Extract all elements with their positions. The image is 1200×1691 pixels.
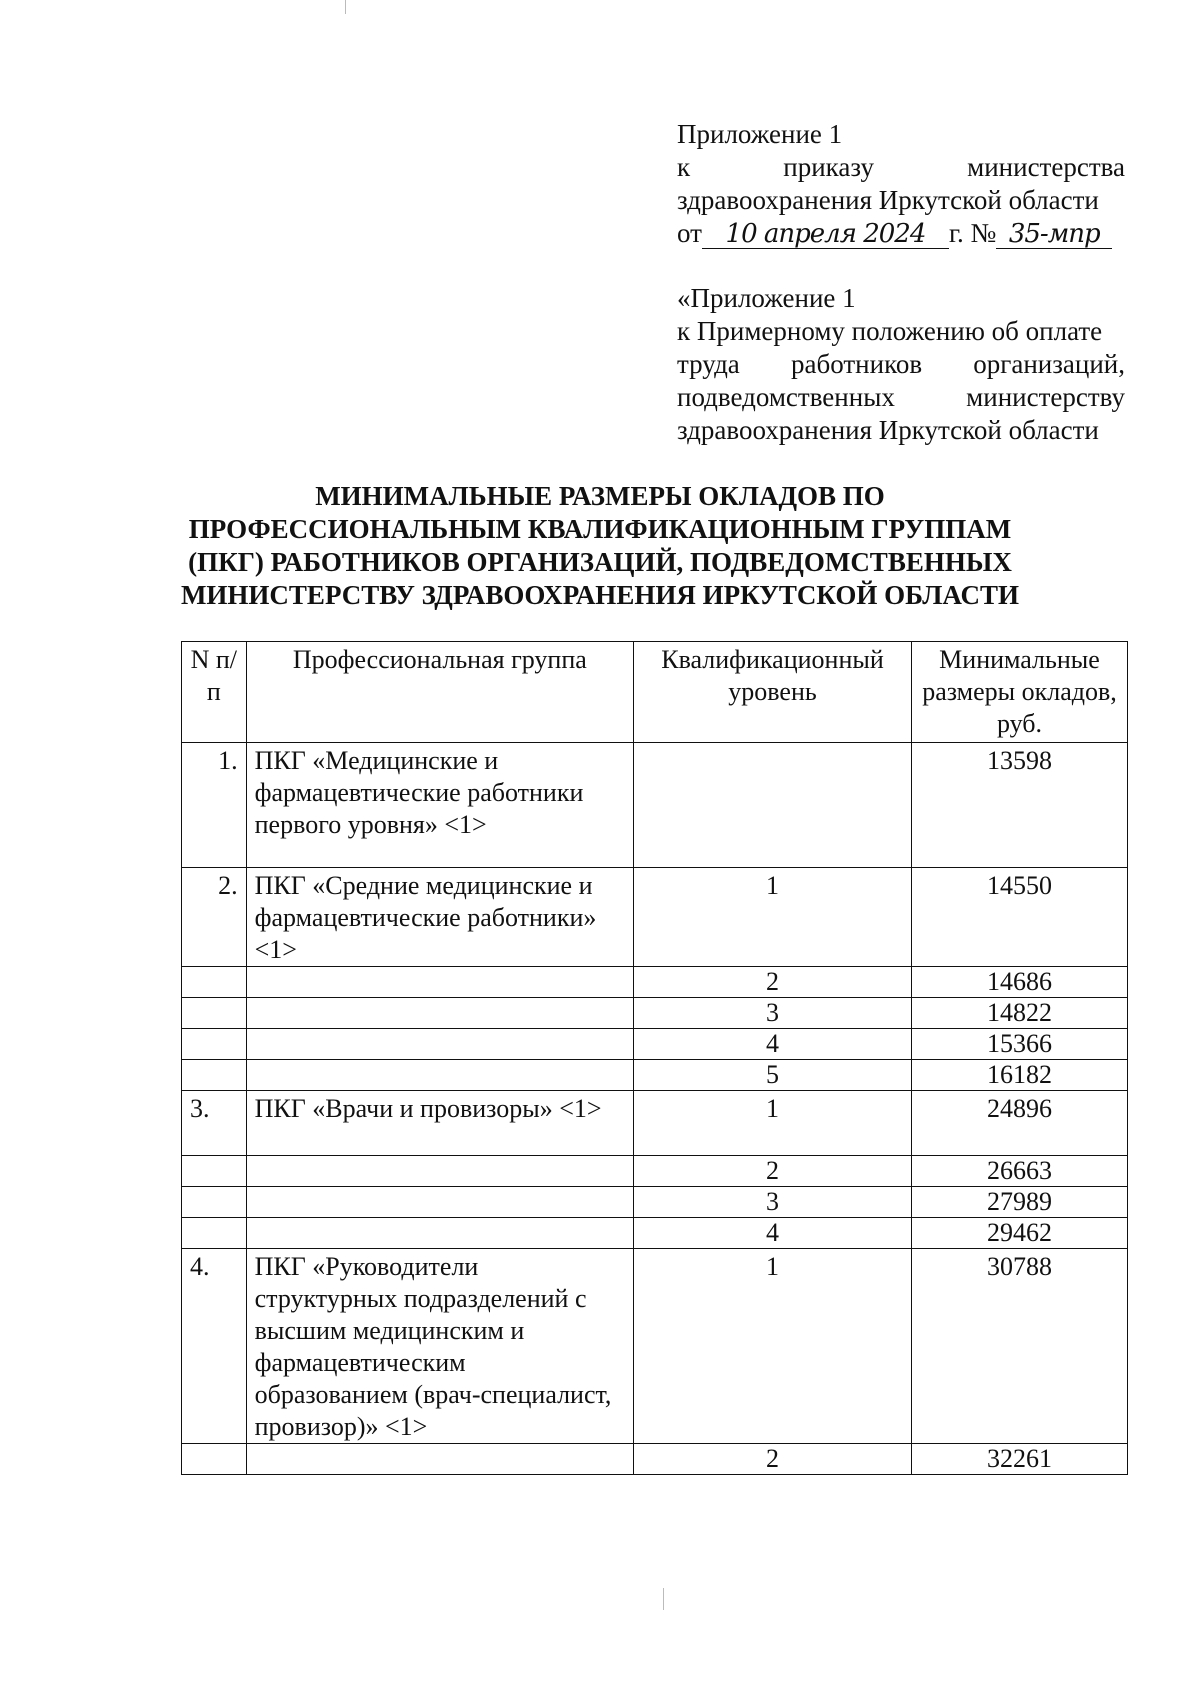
handwritten-date: 10 апреля 2024: [725, 219, 926, 249]
row-salary: 15366: [911, 1029, 1127, 1060]
annex-header: [677, 118, 1125, 250]
row-salary: 27989: [911, 1187, 1127, 1218]
row-salary: 24896: [911, 1091, 1127, 1156]
table-row: [182, 998, 1128, 1029]
header-group: Профессиональная группа: [246, 642, 633, 743]
row-level: 1: [634, 1249, 912, 1444]
table-row: [182, 1156, 1128, 1187]
row-level: 1: [634, 868, 912, 967]
sub-annex-line-2: труда работников организаций,: [677, 349, 1125, 379]
row-level: 4: [634, 1218, 912, 1249]
row-num: [182, 1156, 247, 1187]
row-group: ПКГ «Средние медицинские и фармацевтические работники» <1>: [246, 868, 633, 967]
row-group: [246, 1156, 633, 1187]
row-group: ПКГ «Руководители структурных подразделений с высшим медицинским и фармацевтическим образованием (врач-специалист, провизор)» <1>: [246, 1249, 633, 1444]
row-num: [182, 1029, 247, 1060]
date-signature-field: [702, 218, 949, 249]
table-row: [182, 1060, 1128, 1091]
number-signature-field: [996, 218, 1112, 249]
handwritten-number: 35-мпр: [1008, 219, 1100, 249]
annex-title: Приложение 1: [677, 119, 843, 149]
annex-word-2: приказу: [783, 152, 874, 182]
header-num: N п/п: [182, 642, 247, 743]
table-header-row: [182, 642, 1128, 743]
row-salary: 14822: [911, 998, 1127, 1029]
row-num: [182, 1218, 247, 1249]
row-level: 2: [634, 1444, 912, 1475]
table-row: [182, 967, 1128, 998]
sub-annex-header: [677, 282, 1125, 447]
annex-date-prefix: от: [677, 218, 702, 248]
scan-mark-bottom: [663, 1588, 664, 1610]
row-salary: 29462: [911, 1218, 1127, 1249]
row-group: [246, 1060, 633, 1091]
row-num: [182, 967, 247, 998]
row-level: 1: [634, 1091, 912, 1156]
table-row: [182, 1249, 1128, 1444]
table-row: [182, 743, 1128, 868]
table-row: [182, 1091, 1128, 1156]
row-group: [246, 1029, 633, 1060]
row-level: 4: [634, 1029, 912, 1060]
title-line-1: МИНИМАЛЬНЫЕ РАЗМЕРЫ ОКЛАДОВ ПО: [315, 481, 885, 511]
sub-annex-line-3: подведомственных министерству: [677, 382, 1125, 412]
row-level: 5: [634, 1060, 912, 1091]
table-row: [182, 1218, 1128, 1249]
annex-date-line: [677, 217, 1125, 250]
document-title: [120, 480, 1080, 612]
sub-annex-line-4: здравоохранения Иркутской области: [677, 415, 1099, 445]
row-num: 2.: [182, 868, 247, 967]
table-row: [182, 868, 1128, 967]
row-group: [246, 998, 633, 1029]
row-num: 3.: [182, 1091, 247, 1156]
row-salary: 14550: [911, 868, 1127, 967]
row-level: 3: [634, 1187, 912, 1218]
annex-line-2: здравоохранения Иркутской области: [677, 185, 1099, 215]
row-num: [182, 1444, 247, 1475]
row-level: [634, 743, 912, 868]
row-salary: 30788: [911, 1249, 1127, 1444]
sub-annex-title: «Приложение 1: [677, 283, 856, 313]
annex-line-1: [677, 151, 1125, 184]
annex-word-1: к: [677, 152, 691, 182]
row-num: 4.: [182, 1249, 247, 1444]
scan-mark-top: [345, 0, 346, 14]
title-line-3: (ПКГ) РАБОТНИКОВ ОРГАНИЗАЦИЙ, ПОДВЕДОМСТВЕННЫХ: [188, 547, 1012, 577]
row-num: [182, 1060, 247, 1091]
title-line-4: МИНИСТЕРСТВУ ЗДРАВООХРАНЕНИЯ ИРКУТСКОЙ ОБЛАСТИ: [180, 580, 1020, 610]
row-num: [182, 998, 247, 1029]
table-row: [182, 1444, 1128, 1475]
row-group: [246, 1444, 633, 1475]
sub-annex-line-1: к Примерному положению об оплате: [677, 316, 1103, 346]
row-num: 1.: [182, 743, 247, 868]
row-level: 2: [634, 967, 912, 998]
table-row: [182, 1187, 1128, 1218]
row-group: [246, 967, 633, 998]
row-salary: 14686: [911, 967, 1127, 998]
row-salary: 13598: [911, 743, 1127, 868]
header-salary: Минимальные размеры окладов, руб.: [911, 642, 1127, 743]
row-level: 3: [634, 998, 912, 1029]
table-row: [182, 1029, 1128, 1060]
row-level: 2: [634, 1156, 912, 1187]
row-salary: 32261: [911, 1444, 1127, 1475]
row-group: [246, 1218, 633, 1249]
row-salary: 16182: [911, 1060, 1127, 1091]
row-num: [182, 1187, 247, 1218]
header-level: Квалификационный уровень: [634, 642, 912, 743]
row-group: [246, 1187, 633, 1218]
salary-table: [181, 641, 1128, 1475]
row-salary: 26663: [911, 1156, 1127, 1187]
annex-date-suffix: г. №: [948, 218, 997, 248]
row-group: ПКГ «Врачи и провизоры» <1>: [246, 1091, 633, 1156]
title-line-2: ПРОФЕССИОНАЛЬНЫМ КВАЛИФИКАЦИОННЫМ ГРУППАМ: [188, 514, 1012, 544]
row-group: ПКГ «Медицинские и фармацевтические работники первого уровня» <1>: [246, 743, 633, 868]
annex-word-3: министерства: [967, 152, 1126, 182]
